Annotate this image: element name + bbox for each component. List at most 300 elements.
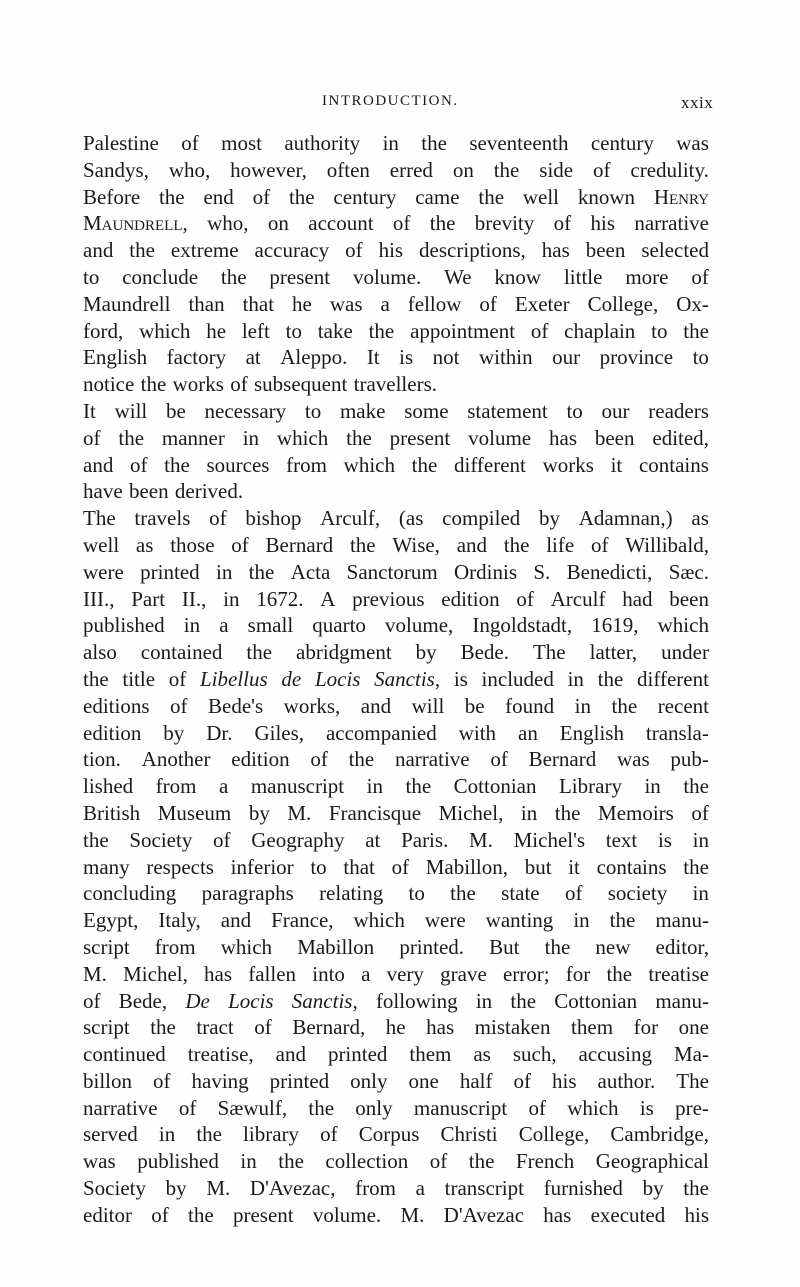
word: in (520, 800, 538, 825)
word: the (421, 131, 447, 155)
word: of (151, 1202, 169, 1227)
word: S. (533, 559, 551, 584)
word: works (542, 452, 594, 477)
word: necessary (204, 398, 287, 423)
word: Michel, (123, 961, 188, 986)
word: of (479, 291, 497, 316)
word: in (692, 881, 709, 906)
word: the (83, 666, 109, 691)
word: in (574, 693, 591, 718)
word: pub- (670, 747, 709, 772)
word: The (83, 506, 116, 531)
word: to (408, 881, 425, 906)
word: printed. (399, 934, 465, 959)
word: chaplain (564, 318, 636, 343)
word: from (286, 452, 327, 477)
word: M. (287, 800, 312, 825)
word: printed (327, 1042, 388, 1067)
word: more (625, 264, 669, 289)
word: of (252, 184, 271, 209)
word: Ordinis (454, 559, 517, 584)
word: and (83, 238, 114, 263)
text-line (83, 291, 709, 318)
word: but (524, 854, 552, 879)
word: one (408, 1068, 439, 1093)
word: II., (181, 586, 207, 611)
word: as (135, 532, 154, 557)
word: state (501, 881, 540, 906)
word: Bede. (460, 640, 510, 665)
word: Bernard (528, 747, 597, 772)
word: were (424, 908, 466, 933)
word: English (83, 345, 148, 370)
word: the (683, 854, 709, 879)
word: of (209, 506, 227, 531)
word: has (541, 238, 570, 263)
word: of (516, 586, 534, 611)
word: D'Avezac (443, 1202, 525, 1227)
word: Bede, (118, 988, 168, 1013)
word: which (220, 934, 273, 959)
word: who, (168, 157, 211, 182)
text-line (83, 1202, 709, 1229)
word: came (415, 184, 460, 209)
word: editor, (655, 934, 709, 959)
word: Sanctis, (374, 666, 441, 691)
word: have (83, 479, 123, 504)
word: Part (131, 586, 166, 611)
word: our (552, 345, 581, 370)
word: in (242, 425, 260, 450)
word: Exeter (514, 291, 570, 316)
text-line (83, 452, 709, 479)
word: Arculf (550, 586, 606, 611)
word: within (478, 345, 533, 370)
word: tract (196, 1015, 234, 1040)
word: that (343, 854, 375, 879)
text-line (83, 425, 709, 452)
text-line (83, 773, 709, 800)
text-line (83, 210, 709, 237)
word: manu- (655, 908, 709, 933)
word: edition (231, 747, 290, 772)
word: III., (83, 586, 115, 611)
word: the (544, 934, 571, 959)
word: Locis (228, 988, 274, 1013)
word: to (310, 854, 327, 879)
word: of (564, 881, 583, 906)
word: by (165, 1176, 187, 1201)
word: edited, (652, 425, 709, 450)
body-text (83, 130, 709, 1229)
word: Maundrell (83, 291, 171, 316)
word: volume, (385, 613, 454, 638)
word: accompanied (325, 720, 437, 745)
word: Before (83, 184, 141, 209)
text-line (83, 478, 709, 505)
word: of (590, 532, 609, 557)
word: volume. (352, 264, 422, 289)
text-line (83, 237, 709, 264)
word: been (128, 479, 169, 504)
word: works (172, 372, 224, 397)
word: in (366, 774, 383, 799)
word: of (181, 131, 199, 155)
word: transcript (444, 1176, 524, 1201)
word: has (543, 1202, 572, 1227)
word: them (571, 1015, 614, 1040)
word: conclude (122, 264, 199, 289)
word: volume (468, 425, 532, 450)
word: the (510, 988, 537, 1013)
word: 1619, (591, 613, 639, 638)
word: Mabillon, (425, 854, 508, 879)
word: Italy, (158, 908, 201, 933)
word: lished (83, 774, 134, 799)
word: the (411, 452, 438, 477)
word: accuracy (254, 238, 330, 263)
word: the (248, 559, 275, 584)
word: side (539, 157, 574, 182)
word: will (114, 398, 148, 423)
word: the (164, 452, 190, 477)
running-head (0, 93, 800, 121)
word: has (426, 1015, 455, 1040)
text-line (83, 532, 709, 559)
word: Another (141, 747, 211, 772)
word: in (382, 131, 399, 155)
word: half (459, 1068, 493, 1093)
word: of (513, 1068, 531, 1093)
word: British (83, 800, 141, 825)
text-line (83, 612, 709, 639)
word: Libellus (199, 666, 268, 691)
word: transla- (645, 720, 709, 745)
text-line (83, 988, 709, 1015)
word: be (165, 398, 186, 423)
word: by (163, 720, 185, 745)
word: the (278, 1149, 304, 1174)
word: society (607, 881, 668, 906)
word: Michel, (438, 800, 504, 825)
word: grave (440, 961, 487, 986)
word: compiled (442, 506, 521, 531)
word: the (348, 747, 375, 772)
word: of (691, 264, 709, 289)
word: Locis (314, 666, 361, 691)
word: the (150, 1015, 176, 1040)
text-line (83, 1068, 709, 1095)
word: was (676, 131, 709, 155)
word: the (554, 800, 581, 825)
word: not (432, 345, 460, 370)
word: manuscript (413, 1095, 508, 1120)
word: De (185, 988, 210, 1013)
word: College, (518, 1122, 590, 1147)
text-line (83, 130, 709, 157)
word: printed (269, 1068, 330, 1093)
text-line (83, 1175, 709, 1202)
word: and (220, 908, 252, 933)
word: account (308, 211, 374, 236)
word: treatise (648, 961, 709, 986)
word: pre- (675, 1095, 709, 1120)
word: the (606, 961, 633, 986)
word: to (692, 345, 709, 370)
text-line (83, 827, 709, 854)
word: and (360, 693, 392, 718)
word: erred (389, 157, 433, 182)
word: the (83, 827, 109, 852)
word: manner (161, 425, 225, 450)
word: as (473, 1042, 491, 1067)
word: of (83, 988, 101, 1013)
word: in (692, 827, 709, 852)
word: Mabillon (297, 934, 375, 959)
word: from (154, 934, 196, 959)
word: readers (648, 398, 709, 423)
word: of (528, 1095, 546, 1120)
word: of (130, 452, 148, 477)
text-line (83, 264, 709, 291)
word: extreme (170, 238, 239, 263)
word: to (285, 318, 302, 343)
word: he (206, 318, 227, 343)
text-line (83, 854, 709, 881)
word: previous (352, 586, 425, 611)
word: It (83, 398, 96, 423)
word: inferior (230, 854, 294, 879)
word: collection (325, 1149, 409, 1174)
word: different (453, 452, 526, 477)
word: by (248, 800, 270, 825)
word: Egypt, (83, 908, 139, 933)
word: is (399, 345, 414, 370)
word: Willibald, (625, 532, 709, 557)
word: English (559, 720, 624, 745)
word: credulity. (630, 157, 709, 182)
word: Francisque (328, 800, 422, 825)
text-line (83, 961, 709, 988)
word: the (450, 881, 476, 906)
word: which (343, 452, 395, 477)
word: end (203, 184, 234, 209)
text-line (83, 639, 709, 666)
word: new (595, 934, 631, 959)
word: executed (590, 1202, 666, 1227)
word: as (691, 506, 709, 531)
word: factory (166, 345, 227, 370)
text-line (83, 586, 709, 613)
word: statement (467, 398, 548, 423)
word: Wise, (392, 532, 440, 557)
text-line (83, 398, 709, 425)
word: century (333, 184, 397, 209)
word: Museum (157, 800, 232, 825)
word: of (168, 666, 187, 691)
word: abridgment (296, 640, 392, 665)
word: present (232, 1202, 294, 1227)
word: bishop (245, 506, 302, 531)
word: only (350, 1068, 388, 1093)
word: following (375, 988, 458, 1013)
text-line (83, 1148, 709, 1175)
word: of (310, 747, 328, 772)
word: College, (587, 291, 659, 316)
word: is (453, 666, 468, 691)
word: which (567, 1095, 619, 1120)
word: in (158, 1122, 176, 1147)
word: relating (319, 881, 384, 906)
word: We (444, 264, 472, 289)
word: of (391, 854, 410, 879)
word: many (83, 854, 130, 879)
word: latter, (589, 640, 638, 665)
word: one (678, 1015, 709, 1040)
word: published (83, 613, 165, 638)
word: he (292, 291, 312, 316)
word: contains (638, 452, 709, 477)
word: our (601, 398, 630, 423)
word: most (221, 131, 262, 155)
word: from (355, 1176, 396, 1201)
word: of (254, 1015, 272, 1040)
word: of (392, 211, 411, 236)
word: at (245, 345, 261, 370)
text-line (83, 880, 709, 907)
word: at (365, 827, 381, 852)
word: descriptions, (419, 238, 526, 263)
word: derived. (174, 479, 244, 504)
word: error; (502, 961, 550, 986)
word: fallen (248, 961, 297, 986)
word: mistaken (474, 1015, 551, 1040)
word: de (281, 666, 302, 691)
text-line (83, 371, 709, 398)
word: on (267, 211, 289, 236)
word: title (122, 666, 156, 691)
word: narrative (394, 747, 470, 772)
word: the (346, 425, 372, 450)
word: Sanctis, (291, 988, 358, 1013)
word: in (567, 666, 584, 691)
word: in (183, 613, 201, 638)
text-line (83, 666, 709, 693)
word: was (329, 291, 363, 316)
word: to (304, 398, 322, 423)
word: M. (83, 961, 107, 986)
word: into (312, 961, 345, 986)
word: which (139, 318, 191, 343)
word: travellers. (353, 372, 437, 397)
word: by (415, 640, 437, 665)
word: of (530, 318, 549, 343)
word: Acta (290, 559, 331, 584)
word: in (573, 908, 590, 933)
word: such, (512, 1042, 557, 1067)
word: of (83, 425, 101, 450)
word: is (657, 827, 672, 852)
word: edition (83, 720, 142, 745)
word: script (83, 934, 130, 959)
word: the (118, 425, 145, 450)
word: his (551, 1068, 577, 1093)
word: in (223, 586, 240, 611)
word: Society (129, 827, 193, 852)
word: that (242, 291, 275, 316)
word: Sanctorum (346, 559, 438, 584)
text-line (83, 746, 709, 773)
word: M. (400, 1202, 425, 1227)
word: the (158, 184, 185, 209)
word: of (170, 693, 188, 718)
word: well (522, 184, 559, 209)
word: of (429, 1149, 448, 1174)
word: Michel's (513, 827, 586, 852)
word: included (481, 666, 554, 691)
word: is (639, 1095, 654, 1120)
word: D'Avezac, (249, 1176, 336, 1201)
word: by (642, 1176, 664, 1201)
word: of (213, 827, 231, 852)
word: some (404, 398, 449, 423)
word: the (196, 1122, 222, 1147)
word: which (353, 908, 405, 933)
running-title: INTRODUCTION. (322, 93, 459, 109)
word: script (83, 1015, 130, 1040)
word: travels (134, 506, 191, 531)
word: on (452, 157, 474, 182)
text-line (83, 907, 709, 934)
word: has (204, 961, 233, 986)
word: French (515, 1149, 575, 1174)
word: Ox- (676, 291, 709, 316)
word: of (691, 800, 709, 825)
word: Aleppo. (280, 345, 348, 370)
word: life (546, 532, 575, 557)
word: billon (83, 1068, 133, 1093)
word: small (247, 613, 294, 638)
word: the (349, 532, 376, 557)
word: little (563, 264, 603, 289)
text-line (83, 505, 709, 532)
word: them (409, 1042, 452, 1067)
word: the (188, 1202, 214, 1227)
word: narrative (83, 1095, 158, 1120)
word: subsequent (254, 372, 348, 397)
word: Bede's (208, 693, 264, 718)
word: But (489, 934, 520, 959)
word: in (475, 988, 493, 1013)
word: seventeenth (469, 131, 569, 155)
word: province (599, 345, 674, 370)
word: very (386, 961, 424, 986)
word: Sæc. (668, 559, 709, 584)
word: present (269, 264, 331, 289)
word: wanting (485, 908, 554, 933)
word: the (220, 264, 247, 289)
text-line (83, 1041, 709, 1068)
word: of (345, 238, 363, 263)
word: paragraphs (201, 881, 294, 906)
word: recent (657, 693, 709, 718)
word: fellow (407, 291, 462, 316)
word: the (683, 1176, 709, 1201)
word: ford, (83, 318, 124, 343)
word: in (644, 774, 661, 799)
word: different (637, 666, 709, 691)
word: concluding (83, 881, 177, 906)
